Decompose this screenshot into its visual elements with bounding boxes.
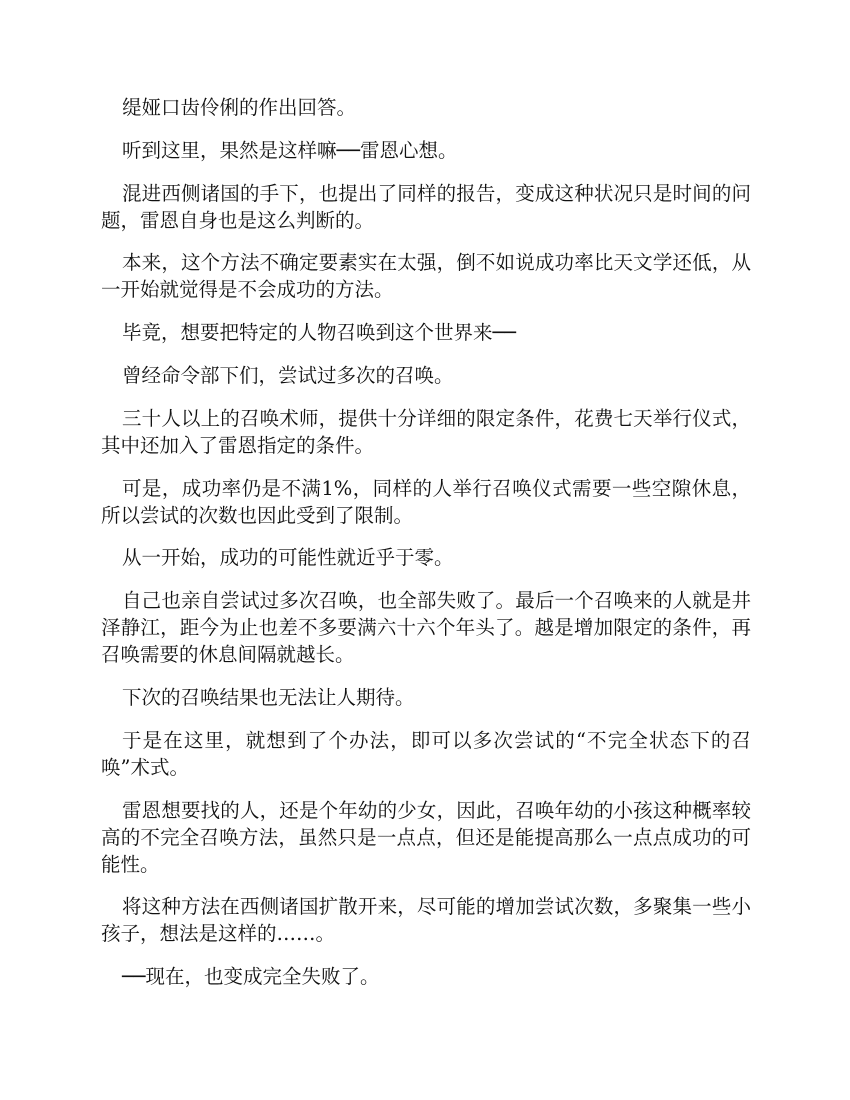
paragraph-1: 缇娅口齿伶俐的作出回答。: [122, 96, 357, 119]
paragraph-14: 将这种方法在西侧诸国扩散开来，尽可能的增加尝试次数，多聚集一些小孩子，想法是这样的……。: [101, 895, 751, 946]
paragraph-13: 雷恩想要找的人，还是个年幼的少女，因此，召唤年幼的小孩这种概率较高的不完全召唤方法，虽然只是一点点，但还是能提高那么一点点成功的可能性。: [101, 798, 751, 876]
document-page: [101, 94, 751, 1006]
paragraph-15: ──现在，也变成完全失败了。: [122, 965, 380, 989]
paragraph-7: 三十人以上的召唤术师，提供十分详细的限定条件，花费七天举行仪式，其中还加入了雷恩指定的条件。: [101, 406, 751, 457]
paragraph-5: 毕竟，想要把特定的人物召唤到这个世界来──: [122, 321, 516, 345]
paragraph-12: 于是在这里，就想到了个办法，即可以多次尝试的“不完全状态下的召唤”术式。: [101, 728, 751, 779]
paragraph-10: 自己也亲自尝试过多次召唤，也全部失败了。最后一个召唤来的人就是井泽静江，距今为止也差不多要满六十六个年头了。越是增加限定的条件，再召唤需要的休息间隔就越长。: [101, 589, 751, 667]
paragraph-6: 曾经命令部下们，尝试过多次的召唤。: [122, 363, 454, 387]
paragraph-11: 下次的召唤结果也无法让人期待。: [122, 685, 415, 709]
paragraph-4: 本来，这个方法不确定要素实在太强，倒不如说成功率比天文学还低，从一开始就觉得是不会成功的方法。: [101, 251, 751, 302]
paragraph-2: 听到这里，果然是这样嘛──雷恩心想。: [122, 138, 458, 162]
paragraph-8: 可是，成功率仍是不满1%，同样的人举行召唤仪式需要一些空隙休息，所以尝试的次数也因此受到了限制。: [101, 476, 751, 527]
paragraph-3: 混进西侧诸国的手下，也提出了同样的报告，变成这种状况只是时间的问题，雷恩自身也是这么判断的。: [101, 181, 751, 232]
paragraph-9: 从一开始，成功的可能性就近乎于零。: [122, 546, 454, 570]
